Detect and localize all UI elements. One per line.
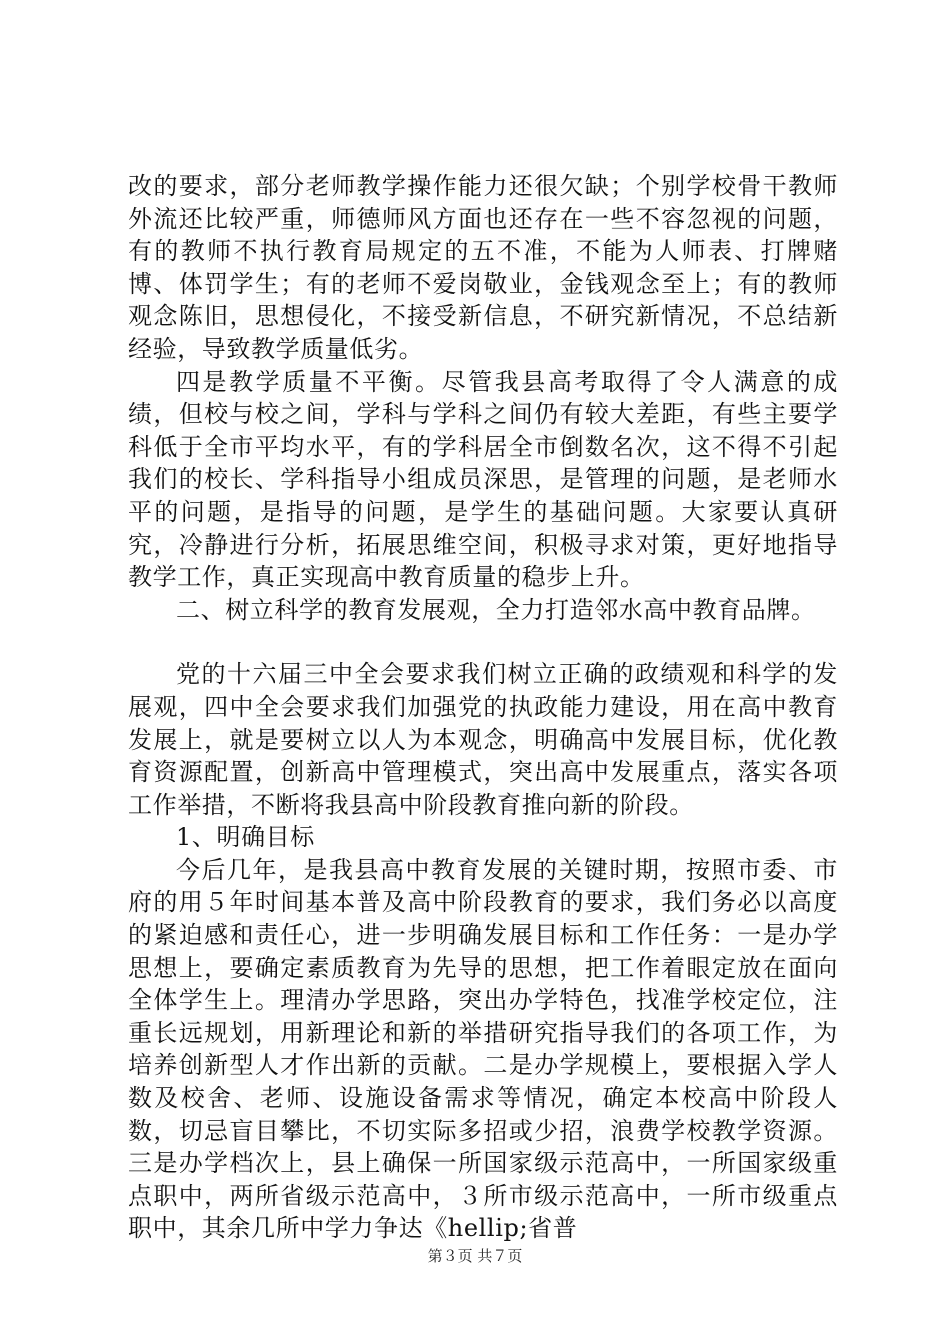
page-number-footer: 第３页 共７页 [427, 1247, 523, 1265]
paragraph-party-plenary: 党的十六届三中全会要求我们树立正确的政绩观和科学的发展观，四中全会要求我们加强党的执政能力建设，用在高中教育发展上，就是要树立以人为本观念，明确高中发展目标，优化教育资源配置，创新高中管理模式，突出高中发展重点，落实各项工作举措，不断将我县高中阶段教育推向新的阶段。 [128, 660, 838, 819]
paragraph-future-years: 今后几年，是我县高中教育发展的关键时期，按照市委、市府的用５年时间基本普及高中阶段教育的要求，我们务必以高度的紧迫感和责任心，进一步明确发展目标和工作任务：一是办学思想上，要确定素质教育为先导的思想，把工作着眼定放在面向全体学生上。理清办学思路，突出办学特色，找准学校定位，注重长远规划，用新理论和新的举措研究指导我们的各项工作，为培养创新型人才作出新的贡献。二是办学规模上，要根据入学人数及校舍、老师、设施设备需求等情况，确定本校高中阶段人数，切忌盲目攀比，不切实际多招或少招，浪费学校教学资源。三是办学档次上，县上确保一所国家级示范高中，一所国家级重点职中，两所省级示范高中，３所市级示范高中，一所市级重点职中，其余几所中学力争达《hellip;省普 [128, 855, 838, 1243]
subheading-clear-goals: 1、明确目标 [176, 823, 315, 852]
paragraph-quality-imbalance: 四是教学质量不平衡。尽管我县高考取得了令人满意的成绩，但校与校之间，学科与学科之间仍有较大差距，有些主要学科低于全市平均水平，有的学科居全市倒数名次，这不得不引起我们的校长、学科指导小组成员深思，是管理的问题，是老师水平的问题，是指导的问题，是学生的基础问题。大家要认真研究，冷静进行分析，拓展思维空间，积极寻求对策，更好地指导教学工作，真正实现高中教育质量的稳步上升。 [128, 367, 838, 592]
section-heading-two: 二、树立科学的教育发展观，全力打造邻水高中教育品牌。 [176, 595, 816, 624]
paragraph-teacher-issues: 改的要求，部分老师教学操作能力还很欠缺；个别学校骨干教师外流还比较严重，师德师风方面也还存在一些不容忽视的问题，有的教师不执行教育局规定的五不准，不能为人师表、打牌赌博、体罚学生；有的老师不爱岗敬业，金钱观念至上；有的教师观念陈旧，思想侵化，不接受新信息，不研究新情况，不总结新经验，导致教学质量低劣。 [128, 172, 838, 363]
document-body [128, 170, 838, 1245]
